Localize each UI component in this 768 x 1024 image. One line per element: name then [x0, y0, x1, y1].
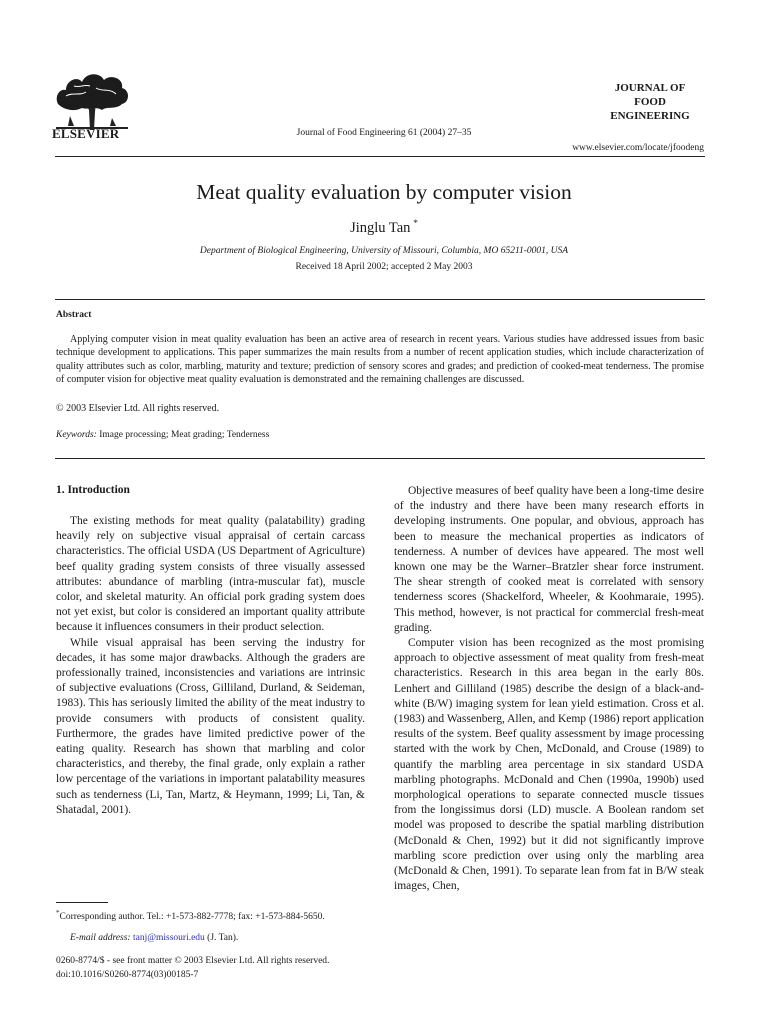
journal-title-line: FOOD [634, 96, 666, 108]
article-title: Meat quality evaluation by computer vision [196, 180, 572, 204]
keywords-list: Image processing; Meat grading; Tenderness [99, 430, 270, 440]
footnote-email [70, 933, 238, 943]
body-paragraph: Computer vision has been recognized as the most promising approach to objective assessment of meat quality from fresh-meat characteristics. Research in this area began in the early 80s. Lenhert and Gilliland (1985) describe the design of a black-and-white (B/W) imaging system for lean yield estimation. Cross et al. (1983) and Wassenberg, Allen, and Kemp (1986) report application results of the system. Beef quality assessment by image processing started with the work by Chen, McDonald, and Crouse (1989) to quantify the marbling area percentage in six standard USDA marbling photographs. McDonald and Chen (1990a, 1990b) used morphological operations to separate connected muscle tissues from the longissimus dorsi (LD) muscle. A Boolean random set model was proposed to describe the spatial marbling distribution (McDonald & Chen, 1992) but it did not significantly improve marbling score prediction over using only the marbling area (McDonald & Chen, 1991). To separate lean from fat in B/W steak images, Chen, [394, 637, 704, 893]
abstract-top-rule [55, 299, 705, 300]
author-line [0, 218, 768, 237]
body-paragraph: The existing methods for meat quality (palatability) grading heavily rely on subjective visual appraisal of certain carcass characteristics. The official USDA (US Department of Agriculture) beef quality grading system consists of three visually assessed attributes: abundance of marbling (intra-muscular fat), muscle color, and skeletal maturity. An official pork grading system does not yet exist, but color is considered an important quality attribute because it influences consumers in their product selection. [56, 515, 365, 634]
journal-title [590, 81, 710, 123]
footnote-mark: * [56, 909, 60, 917]
abstract-heading: Abstract [56, 310, 92, 320]
journal-citation: Journal of Food Engineering 61 (2004) 27–35 [296, 128, 472, 138]
left-column [56, 514, 365, 818]
journal-title-line: JOURNAL OF [614, 82, 686, 94]
received-dates: Received 18 April 2002; accepted 2 May 2003 [295, 262, 473, 272]
footnote-text: Corresponding author. Tel.: +1-573-882-7778; fax: +1-573-884-5650. [59, 912, 325, 923]
keywords [56, 430, 269, 440]
author-name: Jinglu Tan [350, 220, 411, 236]
doi[interactable]: doi:10.1016/S0260-8774(03)00185-7 [56, 970, 199, 980]
front-matter-notice: 0260-8774/$ - see front matter © 2003 Elsevier Ltd. All rights reserved. [56, 956, 330, 966]
footnote [56, 907, 365, 924]
email-label: E-mail address: [70, 933, 131, 943]
email-suffix: (J. Tan). [207, 933, 239, 943]
header-rule [55, 156, 705, 157]
email-link[interactable]: tanj@missouri.edu [132, 933, 205, 943]
abstract-text: Applying computer vision in meat quality evaluation has been an active area of research in recent years. Various studies have addressed issues from basic technique development to applications. This paper summarizes the main results from a number of recent application studies, which include characterization of quality attributes such as color, marbling, maturity and texture; prediction of sensory scores and grades; and prediction of cooked-meat tenderness. The promise of computer vision for objective meat quality evaluation is demonstrated and the remaining challenges are discussed. [56, 334, 704, 386]
affiliation: Department of Biological Engineering, University of Missouri, Columbia, MO 65211-0001, USA [199, 246, 569, 256]
body-paragraph: Objective measures of beef quality have been a long-time desire of the industry and there have been many research efforts in developing instruments. One popular, and obvious, approach has been to measure the mechanical properties as indicators of tenderness. A number of devices have appeared. The most well known one may be the Warner–Bratzler shear force instrument. The shear strength of cooked meat is correlated with sensory tenderness scores (Shackelford, Wheeler, & Koohmaraie, 1995). This method, however, is not practical for commercial fresh-meat grading. [394, 485, 704, 634]
keywords-label: Keywords: [56, 430, 97, 440]
right-column [394, 484, 704, 894]
corresponding-author-mark[interactable]: * [413, 218, 418, 228]
elsevier-tree-logo [52, 66, 132, 132]
publisher-name: ELSEVIER [52, 126, 120, 141]
section-heading: 1. Introduction [56, 484, 130, 496]
abstract-copyright: © 2003 Elsevier Ltd. All rights reserved. [56, 403, 220, 414]
body-paragraph: While visual appraisal has been serving the industry for decades, it has some major drawbacks. Although the graders are professionally trained, inconsistencies and variations are intrinsic of subjective evaluations (Cross, Gilliland, Durland, & Seideman, 1983). This has seriously limited the ability of the meat industry to provide consumers with products of consistent quality. Furthermore, the grades have limited predictive power of the eating quality. Research has shown that marbling and color characteristics, and thereby, the final grade, only explain a rather low percentage of the variations in important palatability measures such as tenderness (Li, Tan, Martz, & Heymann, 1999; Li, Tan, & Shatadal, 2001). [56, 636, 365, 816]
footnote-rule [56, 902, 108, 903]
journal-url[interactable]: www.elsevier.com/locate/jfoodeng [572, 143, 704, 153]
journal-title-line: ENGINEERING [610, 110, 690, 122]
abstract-bottom-rule [55, 458, 705, 459]
